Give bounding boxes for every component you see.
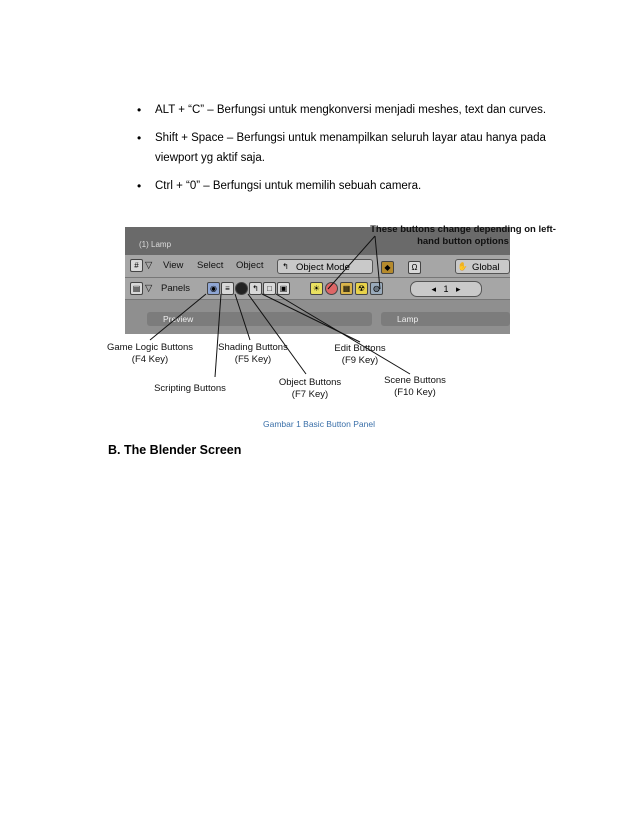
menu-select[interactable]: Select xyxy=(197,260,224,271)
context-label: (1) Lamp xyxy=(139,240,172,249)
window-type-icon[interactable]: ▤ xyxy=(130,282,143,295)
annotation-top: These buttons change depending on left-hand button options xyxy=(370,224,556,247)
panels-label: Panels xyxy=(161,283,191,294)
chevron-down-icon: ▽ xyxy=(145,260,153,271)
arrow-left-icon[interactable]: ◂ xyxy=(431,284,436,294)
lamp-header[interactable]: Lamp xyxy=(381,312,510,326)
hand-icon: ✋ xyxy=(457,262,468,271)
bullet-icon: • xyxy=(137,179,142,193)
scene-button[interactable]: ▣ xyxy=(277,282,290,295)
orientation-select[interactable]: Global xyxy=(455,259,510,274)
label-scene: Scene Buttons (F10 Key) xyxy=(384,375,446,398)
label-edit: Edit Buttons (F9 Key) xyxy=(334,343,386,366)
frame-field[interactable]: ◂ 1 ▸ xyxy=(410,281,482,297)
list-item xyxy=(137,176,565,196)
list-item-text: Ctrl + “0” – Berfungsi untuk memilih sebuah camera. xyxy=(155,180,422,192)
list-item xyxy=(137,128,565,168)
edit-button[interactable]: □ xyxy=(263,282,276,295)
scripting-button[interactable]: ≡ xyxy=(221,282,234,295)
label-game-logic: Game Logic Buttons (F4 Key) xyxy=(106,342,194,365)
lamp-icon[interactable]: ☀ xyxy=(310,282,323,295)
radiosity-icon[interactable]: ☢ xyxy=(355,282,368,295)
shortcut-list xyxy=(137,100,565,204)
material-icon[interactable] xyxy=(325,282,338,295)
magnet-icon[interactable]: Ω xyxy=(408,261,421,274)
object-mode-icon: ↰ xyxy=(282,262,289,271)
section-heading: B. The Blender Screen xyxy=(108,443,242,457)
world-icon[interactable]: ◍ xyxy=(370,282,383,295)
list-item xyxy=(137,100,565,120)
grid-icon[interactable]: # xyxy=(130,259,143,272)
game-logic-button[interactable]: ◉ xyxy=(207,282,220,295)
texture-icon[interactable]: ▦ xyxy=(340,282,353,295)
figure-caption: Gambar 1 Basic Button Panel xyxy=(263,419,375,429)
label-scripting: Scripting Buttons xyxy=(154,383,226,394)
mode-select[interactable]: Object Mode xyxy=(277,259,373,274)
menu-view[interactable]: View xyxy=(163,260,184,271)
button-panel-figure xyxy=(90,222,556,412)
list-item-text: ALT + “C” – Berfungsi untuk mengkonversi menjadi meshes, text dan curves. xyxy=(155,104,547,116)
chevron-down-icon: ▽ xyxy=(145,283,153,294)
shading-button[interactable] xyxy=(235,282,248,295)
list-item-text: Shift + Space – Berfungsi untuk menampilkan seluruh layar atau hanya pada viewport yg aktif saja. xyxy=(155,132,546,164)
label-shading: Shading Buttons (F5 Key) xyxy=(218,342,288,365)
object-button[interactable]: ↰ xyxy=(249,282,262,295)
arrow-right-icon[interactable]: ▸ xyxy=(456,284,461,294)
menu-object[interactable]: Object xyxy=(236,260,264,271)
preview-header[interactable]: Preview xyxy=(147,312,372,326)
label-object: Object Buttons (F7 Key) xyxy=(278,377,342,400)
bullet-icon: • xyxy=(137,131,142,145)
draw-type-icon[interactable]: ◆ xyxy=(381,261,394,274)
bullet-icon: • xyxy=(137,103,142,117)
